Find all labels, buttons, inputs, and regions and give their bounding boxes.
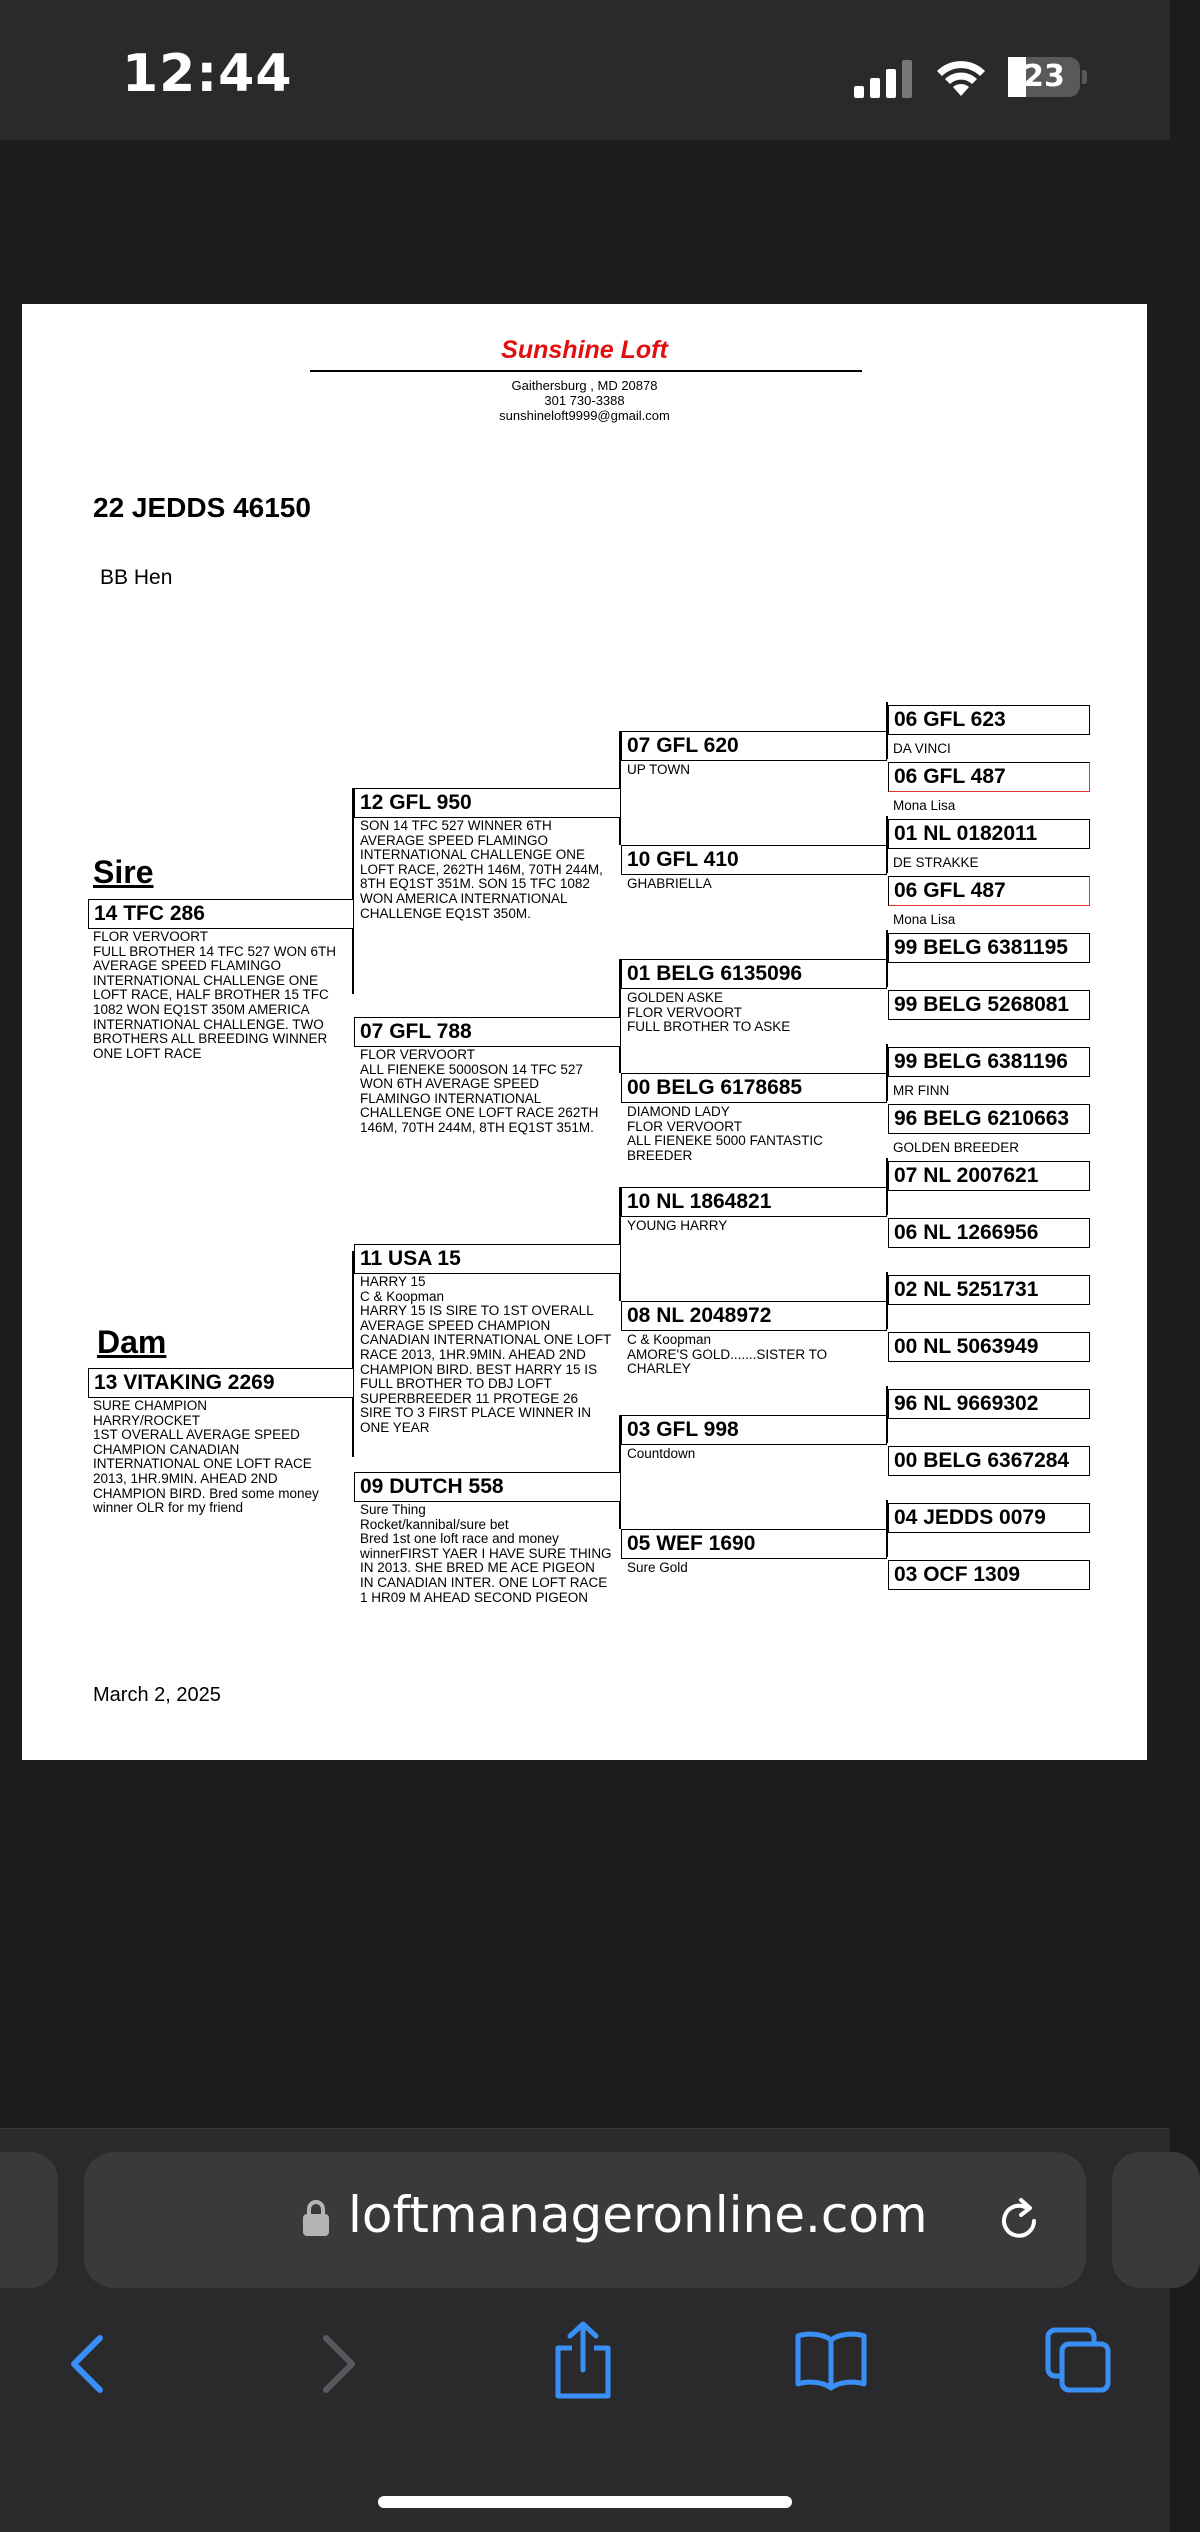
gen3-description: C & Koopman AMORE'S GOLD.......SISTER TO CHARLEY bbox=[627, 1332, 828, 1377]
loft-name: Sunshine Loft bbox=[501, 336, 668, 364]
gen4-description: DE STRAKKE bbox=[893, 855, 979, 870]
cellular-signal-icon bbox=[854, 60, 914, 98]
battery-icon bbox=[1008, 57, 1088, 97]
gen3-description: UP TOWN bbox=[627, 762, 691, 777]
url-text[interactable]: loftmanageronline.com bbox=[348, 2186, 928, 2244]
gen4-band: 06 GFL 487 bbox=[888, 876, 1090, 906]
tabs-icon[interactable] bbox=[1044, 2326, 1114, 2394]
bird-description: BB Hen bbox=[100, 566, 173, 589]
forward-button[interactable] bbox=[320, 2334, 360, 2394]
gen3-band: 07 GFL 620 bbox=[621, 731, 887, 761]
gen4-band: 01 NL 0182011 bbox=[888, 819, 1090, 849]
gen4-band: 02 NL 5251731 bbox=[888, 1275, 1090, 1305]
gen4-band: 06 GFL 623 bbox=[888, 705, 1090, 735]
dam-description: SURE CHAMPION HARRY/ROCKET 1ST OVERALL AVERAGE SPEED CHAMPION CANADIAN INTERNATIONAL ONE LOFT RACE 2013, 1HR.9MIN. AHEAD 2ND CHAMPION BIRD. Bred some money winner OLR for my friend bbox=[93, 1398, 319, 1516]
gen3-band: 00 BELG 6178685 bbox=[621, 1073, 887, 1103]
gen3-description: GHABRIELLA bbox=[627, 876, 712, 891]
dam-band: 13 VITAKING 2269 bbox=[88, 1368, 354, 1398]
gen4-band: 07 NL 2007621 bbox=[888, 1161, 1090, 1191]
gen4-description: Mona Lisa bbox=[893, 912, 956, 927]
gen4-band: 99 BELG 5268081 bbox=[888, 990, 1090, 1020]
gen3-description: Countdown bbox=[627, 1446, 696, 1461]
gen3-description: Sure Gold bbox=[627, 1560, 688, 1575]
home-indicator bbox=[378, 2496, 792, 2508]
battery-level: 23 bbox=[1023, 59, 1065, 94]
gen4-band: 06 NL 1266956 bbox=[888, 1218, 1090, 1248]
status-bar bbox=[0, 0, 1170, 140]
dam-sire-description: HARRY 15 C & Koopman HARRY 15 IS SIRE TO 1ST OVERALL AVERAGE SPEED CHAMPION CANADIAN INTERNATIONAL ONE LOFT RACE 2013, 1HR.9MIN. AHEAD 2ND CHAMPION BIRD. BEST HARRY 15 IS FULL BROTHER TO DBJ LOFT SUPERBREEDER 11 PROTEGE 26 SIRE TO 3 FIRST PLACE WINNER IN ONE YEAR bbox=[360, 1274, 612, 1435]
gen3-description: YOUNG HARRY bbox=[627, 1218, 728, 1233]
gen4-band: 00 NL 5063949 bbox=[888, 1332, 1090, 1362]
gen3-band: 03 GFL 998 bbox=[621, 1415, 887, 1445]
gen3-band: 10 NL 1864821 bbox=[621, 1187, 887, 1217]
sire-band: 14 TFC 286 bbox=[88, 899, 354, 929]
gen4-band: 99 BELG 6381196 bbox=[888, 1047, 1090, 1077]
gen4-band: 06 GFL 487 bbox=[888, 762, 1090, 792]
gen4-band: 96 NL 9669302 bbox=[888, 1389, 1090, 1419]
gen4-description: MR FINN bbox=[893, 1083, 950, 1098]
gen3-band: 01 BELG 6135096 bbox=[621, 959, 887, 989]
share-icon[interactable] bbox=[552, 2320, 614, 2400]
back-button[interactable] bbox=[66, 2334, 106, 2394]
lock-icon bbox=[302, 2198, 330, 2238]
sire-sire-description: SON 14 TFC 527 WINNER 6TH AVERAGE SPEED FLAMINGO INTERNATIONAL CHALLENGE ONE LOFT RACE, 262TH 146M, 70TH 244M, 8TH EQ1ST 351M. SON 15 TFC 1082 WON AMERICA INTERNATIONAL CHALLENGE EQ1ST 350M. bbox=[360, 818, 603, 921]
dam-sire-band: 11 USA 15 bbox=[354, 1244, 621, 1274]
connector bbox=[352, 1251, 354, 1457]
connector bbox=[352, 788, 354, 994]
gen3-description: GOLDEN ASKE FLOR VERVOORT FULL BROTHER TO ASKE bbox=[627, 990, 791, 1035]
next-tab-peek[interactable] bbox=[1112, 2152, 1200, 2288]
dam-dam-description: Sure Thing Rocket/kannibal/sure bet Bred 1st one loft race and money winnerFIRST YAER I HAVE SURE THING IN 2013. SHE BRED ME ACE PIGEON IN CANADIAN INTER. ONE LOFT RACE 1 HR09 M AHEAD SECOND PIGEON bbox=[360, 1502, 612, 1605]
dam-label: Dam bbox=[97, 1324, 167, 1360]
status-time: 12:44 bbox=[122, 44, 293, 104]
sire-dam-description: FLOR VERVOORT ALL FIENEKE 5000SON 14 TFC 527 WON 6TH AVERAGE SPEED FLAMINGO INTERNATIONAL CHALLENGE ONE LOFT RACE 262TH 146M, 70TH 244M, 8TH EQ1ST 351M. bbox=[360, 1047, 599, 1135]
gen3-band: 05 WEF 1690 bbox=[621, 1529, 887, 1559]
gen4-band: 04 JEDDS 0079 bbox=[888, 1503, 1090, 1533]
gen4-band: 00 BELG 6367284 bbox=[888, 1446, 1090, 1476]
gen4-band: 96 BELG 6210663 bbox=[888, 1104, 1090, 1134]
bird-band: 22 JEDDS 46150 bbox=[93, 492, 311, 523]
sire-sire-band: 12 GFL 950 bbox=[354, 788, 621, 818]
reload-icon[interactable] bbox=[994, 2196, 1044, 2246]
gen4-description: GOLDEN BREEDER bbox=[893, 1140, 1020, 1155]
sire-dam-band: 07 GFL 788 bbox=[354, 1017, 621, 1047]
gen4-description: DA VINCI bbox=[893, 741, 951, 756]
wifi-icon bbox=[936, 58, 986, 98]
gen3-description: DIAMOND LADY FLOR VERVOORT ALL FIENEKE 5000 FANTASTIC BREEDER bbox=[627, 1104, 823, 1163]
header-rule bbox=[310, 370, 862, 372]
gen3-band: 08 NL 2048972 bbox=[621, 1301, 887, 1331]
pedigree-document bbox=[22, 304, 1147, 1760]
sire-description: FLOR VERVOORT FULL BROTHER 14 TFC 527 WON 6TH AVERAGE SPEED FLAMINGO INTERNATIONAL CHALLENGE ONE LOFT RACE, HALF BROTHER 15 TFC 1082 WON EQ1ST 350M AMERICA INTERNATIONAL CHALLENGE. TWO BROTHERS ALL BREEDING WINNER ONE LOFT RACE bbox=[93, 929, 337, 1061]
gen4-description: Mona Lisa bbox=[893, 798, 956, 813]
document-date: March 2, 2025 bbox=[93, 1684, 221, 1706]
loft-address: Gaithersburg , MD 20878 301 730-3388 sunshineloft9999@gmail.com bbox=[499, 378, 670, 423]
previous-tab-peek[interactable] bbox=[0, 2152, 58, 2288]
gen4-band: 99 BELG 6381195 bbox=[888, 933, 1090, 963]
bookmarks-icon[interactable] bbox=[794, 2330, 868, 2390]
dam-dam-band: 09 DUTCH 558 bbox=[354, 1472, 621, 1502]
gen4-band: 03 OCF 1309 bbox=[888, 1560, 1090, 1590]
sire-label: Sire bbox=[93, 854, 154, 890]
gen3-band: 10 GFL 410 bbox=[621, 845, 887, 875]
